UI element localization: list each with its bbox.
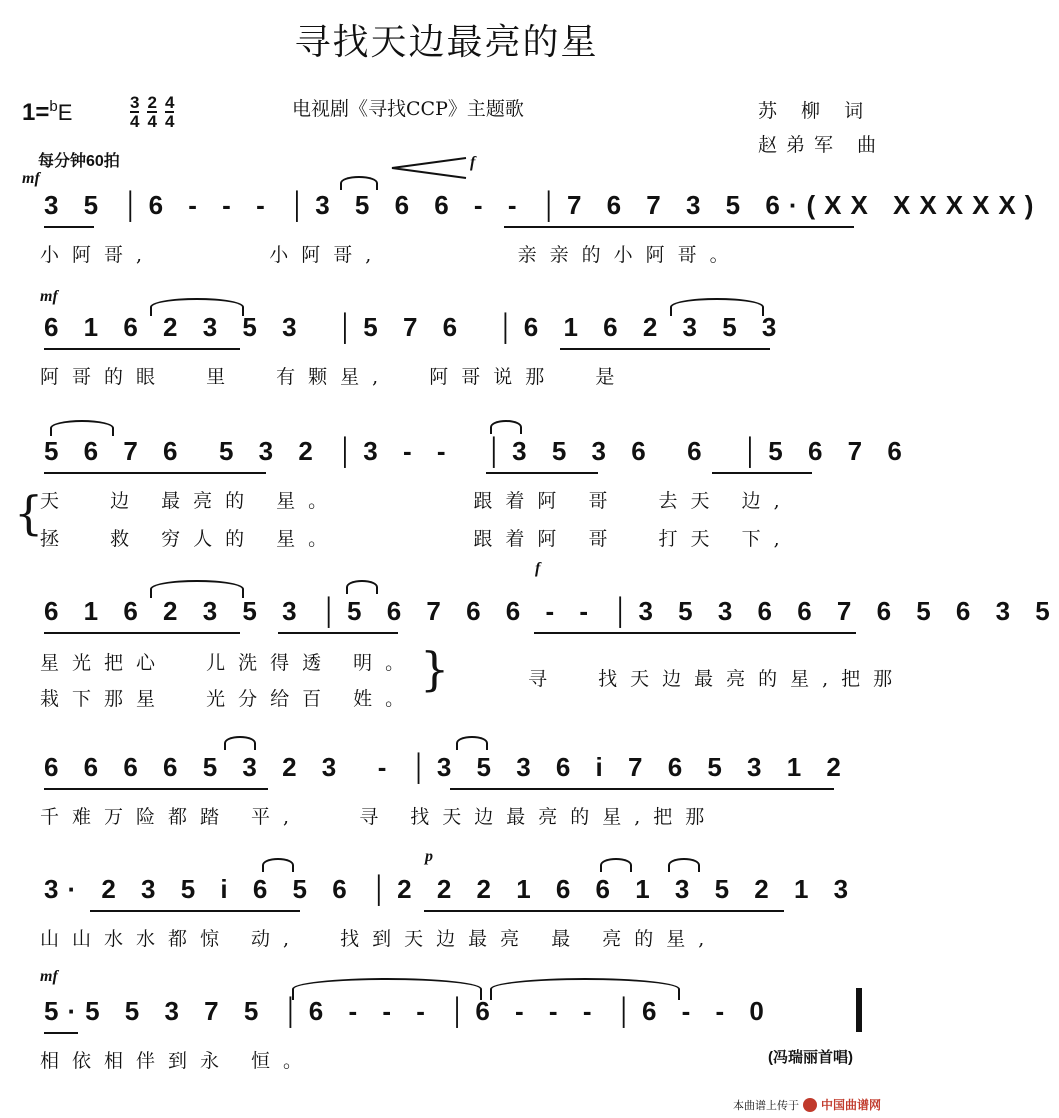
slur (224, 736, 256, 750)
verse-brace: { (14, 486, 44, 540)
meter-2: 2 4 (147, 93, 157, 131)
dynamic-f: f (535, 560, 541, 577)
score-row-7-notes: 5·5 5 3 7 5 │6 - - - │6 - - - │6 - - 0 (44, 996, 773, 1026)
crescendo-mark (390, 156, 468, 180)
score-row-1-notes: 3 5 │6 - - - │3 5 6 6 - - │7 6 7 3 5 6·(XX XXXXX) (44, 190, 1043, 220)
composer-credit: 赵弟军 曲 (758, 134, 886, 156)
score-row-1-lyrics: 小阿哥, 小阿哥, 亲亲的小阿哥。 (40, 244, 742, 266)
score-row-7-lyrics: 相依相伴到永 恒。 (40, 1050, 316, 1072)
score-row-3-lyrics-verse-2: 拯 救 穷人的 星。 跟着阿 哥 打天 下, (40, 528, 793, 550)
dynamic-f: f (470, 154, 476, 171)
slur (150, 580, 244, 598)
key-signature (22, 98, 72, 127)
underline (44, 472, 266, 474)
slur (600, 858, 632, 872)
underline (278, 632, 398, 634)
tie (490, 978, 680, 1000)
score-row-5-lyrics: 千难万险都踏 平, 寻 找天边最亮的星,把那 (40, 806, 718, 828)
time-signatures (130, 94, 174, 130)
performer-credit: (冯瑞丽首唱) (768, 1049, 853, 1066)
underline (560, 348, 770, 350)
score-row-4-lyrics-verse-1: 星光把心 儿洗得透 明。 (40, 652, 418, 674)
key-note: E (57, 100, 73, 125)
score-row-2-lyrics: 阿哥的眼 里 有颗星, 阿哥说那 是 (40, 366, 628, 388)
underline (44, 226, 94, 228)
tempo-marking: 每分钟60拍 (38, 153, 120, 170)
page-title: 寻找天边最亮的星 (294, 22, 599, 63)
site-logo-icon (803, 1098, 817, 1112)
footer-text: 本曲谱上传于 (732, 1099, 799, 1112)
score-row-4-lyrics-verse-2: 栽下那星 光分给百 姓。 (40, 688, 418, 710)
slur (668, 858, 700, 872)
flat-sign: b (49, 98, 58, 115)
underline (44, 348, 240, 350)
slur (346, 580, 378, 594)
meter-3: 4 4 (164, 93, 175, 131)
score-row-5-notes: 6 6 6 6 5 3 2 3 - │3 5 3 6 i 7 6 5 3 1 2 (44, 752, 850, 782)
underline (424, 910, 784, 912)
footer-brand: 中国曲谱网 (820, 1098, 881, 1112)
underline (450, 788, 834, 790)
underline (504, 226, 854, 228)
slur (262, 858, 294, 872)
score-row-4-notes: 6 1 6 2 3 5 3 │5 6 7 6 6 - - │3 5 3 6 6 7 6 5 6 3 5 (44, 596, 1059, 626)
score-row-6-lyrics: 山山水水都惊 动, 找到天边最亮 最 亮的星, (40, 928, 718, 950)
final-barline (856, 988, 862, 1032)
tie (292, 978, 482, 1000)
verse-brace: } (420, 642, 450, 696)
meter-1: 3 4 (130, 93, 140, 131)
score-row-6-notes: 3· 2 3 5 i 6 5 6 │2 2 2 1 6 6 1 3 5 2 1 3 (44, 874, 858, 904)
slur (150, 298, 244, 316)
dynamic-mf: mf (40, 288, 58, 305)
underline (90, 910, 300, 912)
underline (44, 788, 268, 790)
lyricist-credit: 苏 柳 词 (758, 100, 873, 122)
slur (670, 298, 764, 316)
underline (44, 632, 240, 634)
subtitle: 电视剧《寻找CCP》主题歌 (292, 98, 524, 120)
slur (340, 176, 378, 190)
slur (50, 420, 114, 436)
slur (490, 420, 522, 434)
site-footer (733, 1096, 881, 1113)
dynamic-p: p (425, 848, 433, 865)
slur (456, 736, 488, 750)
underline (534, 632, 856, 634)
key-prefix: 1= (22, 99, 50, 126)
underline (712, 472, 812, 474)
score-row-2-notes: 6 1 6 2 3 5 3 │5 7 6 │6 1 6 2 3 5 3 (44, 312, 786, 342)
underline (44, 1032, 78, 1034)
score-row-3-lyrics-verse-1: 天 边 最亮的 星。 跟着阿 哥 去天 边, (40, 490, 793, 512)
underline (486, 472, 598, 474)
dynamic-mf: mf (22, 170, 40, 187)
score-row-4-refrain-lyrics: 寻 找天边最亮的星,把那 (528, 668, 906, 690)
score-row-3-notes: 5 6 7 6 5 3 2 │3 - - │3 5 3 6 6 │5 6 7 6 (44, 436, 911, 466)
dynamic-mf: mf (40, 968, 58, 985)
